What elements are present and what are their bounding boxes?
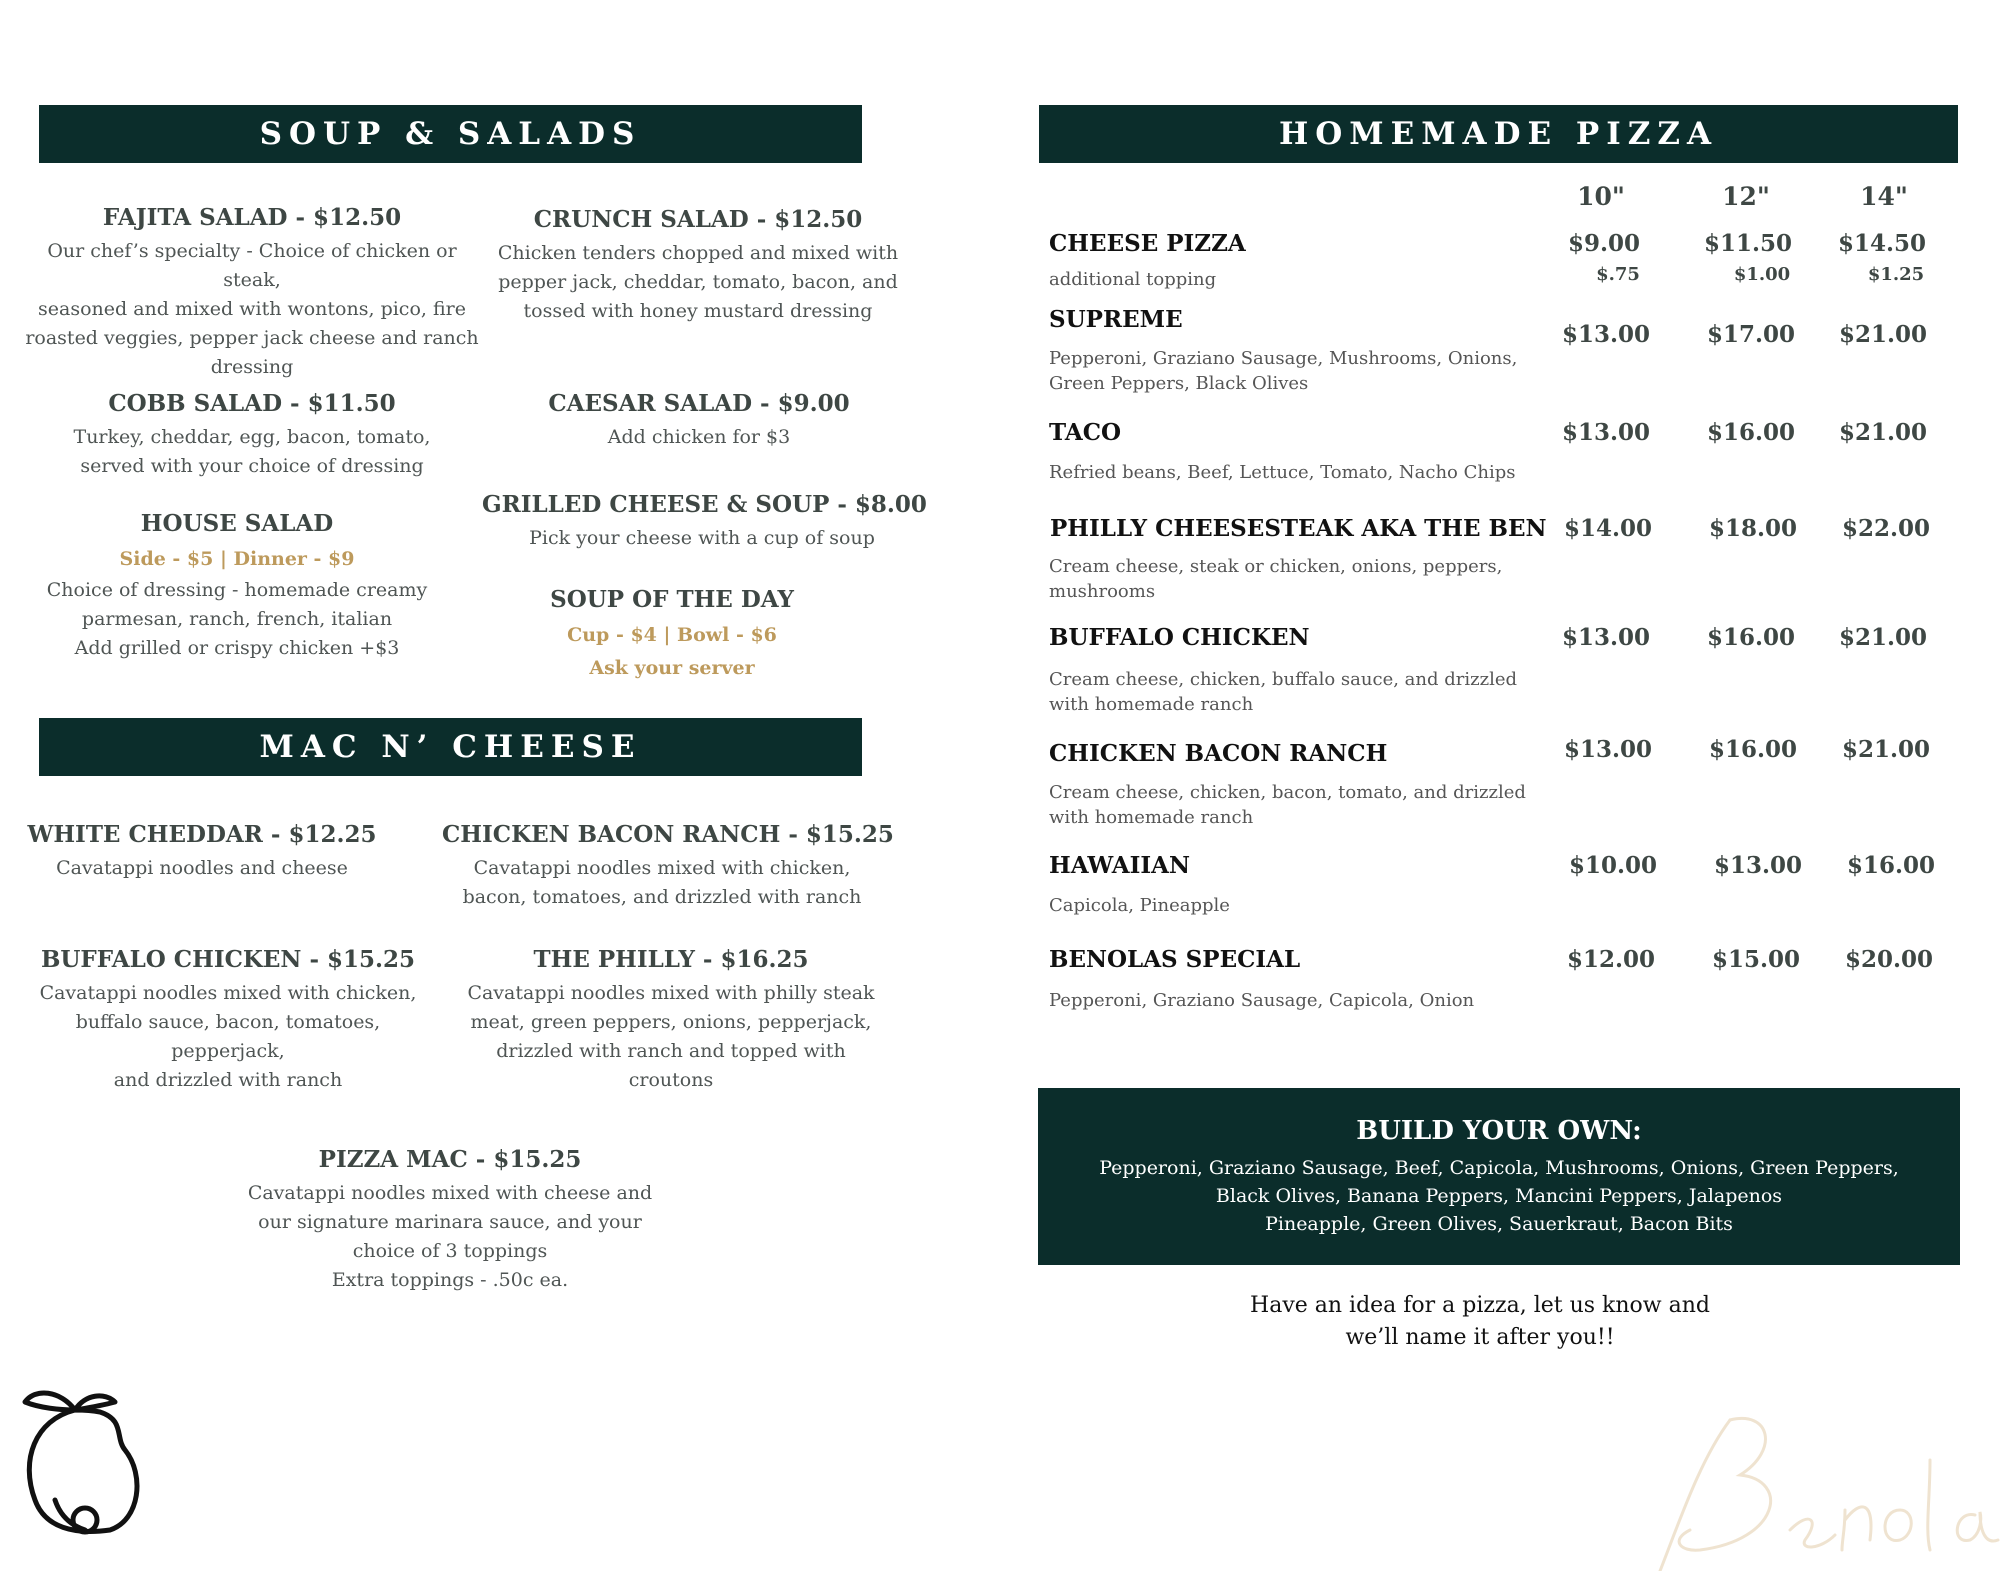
item-title: WHITE CHEDDAR - $12.25 [27,821,377,848]
menu-item-white-cheddar [22,821,382,883]
pizza-desc: Cream cheese, chicken, bacon, tomato, and drizzled with homemade ranch [1049,782,1526,828]
item-title: SOUP OF THE DAY [550,586,794,613]
price-14: $14.50 [1837,230,1927,257]
menu-item-crunch-salad [492,206,904,326]
build-your-own-box [1038,1088,1960,1265]
item-line: buffalo sauce, bacon, tomatoes, pepperjack, [75,1011,381,1062]
pizza-name: PHILLY CHEESESTEAK AKA THE BEN [1050,515,1547,542]
menu-item-soup-of-the-day [472,586,872,685]
price-10: $12.00 [1566,946,1656,973]
price-12: $17.00 [1706,321,1796,348]
price-14: $21.00 [1838,419,1928,446]
item-line: croutons [628,1069,714,1091]
item-line: Pick your cheese with a cup of soup [529,527,875,549]
build-your-own-title: BUILD YOUR OWN: [1356,1116,1642,1146]
item-line: Choice of dressing - homemade creamy [46,579,428,601]
price-10: $13.00 [1561,624,1651,651]
build-your-own-line: Black Olives, Banana Peppers, Mancini Peppers, Jalapenos [1215,1185,1783,1207]
pizza-desc: Cream cheese, chicken, buffalo sauce, and drizzled with homemade ranch [1049,669,1518,715]
item-line: Our chef’s specialty - Choice of chicken or steak, [47,240,457,291]
item-line: served with your choice of dressing [80,455,424,477]
menu-item-buffalo-chicken-mac [18,946,438,1095]
item-line: roasted veggies, pepper jack cheese and ranch [25,327,479,349]
item-line: Chicken tenders chopped and mixed with [497,242,899,264]
item-title: BUFFALO CHICKEN - $15.25 [40,946,416,973]
rabbit-logo-icon [15,1380,145,1540]
item-price-gold: Side - $5 | Dinner - $9 [119,548,355,570]
item-line: Extra toppings - .50c ea. [331,1269,569,1291]
price-14: $22.00 [1841,515,1931,542]
menu-item-chicken-bacon-ranch-mac [442,821,894,912]
price-14: $21.00 [1838,624,1928,651]
price-12: $16.00 [1706,419,1796,446]
pizza-name: HAWAIIAN [1049,852,1191,879]
pizza-name: TACO [1049,419,1122,446]
item-line: bacon, tomatoes, and drizzled with ranch [462,886,862,908]
item-line: choice of 3 toppings [352,1240,548,1262]
price-12: $18.00 [1708,515,1798,542]
pizza-name: BENOLAS SPECIAL [1049,946,1301,973]
item-title: PIZZA MAC - $15.25 [318,1146,582,1173]
item-line: Turkey, cheddar, egg, bacon, tomato, [73,426,431,448]
pizza-name: CHEESE PIZZA [1049,230,1246,257]
benola-signature-watermark [1630,1400,2000,1571]
size-header-14: 14" [1860,182,1908,211]
size-header-12: 12" [1722,182,1770,211]
price-10: $10.00 [1568,852,1658,879]
build-your-own-line: Pepperoni, Graziano Sausage, Beef, Capicola, Mushrooms, Onions, Green Peppers, [1099,1157,1899,1179]
idea-line: we’ll name it after you!! [1345,1325,1615,1350]
menu-item-cobb-salad [52,390,452,481]
price-14: $20.00 [1844,946,1934,973]
soup-salads-banner: SOUP & SALADS [39,105,862,163]
item-line: Cavatappi noodles and cheese [56,857,348,879]
menu-item-grilled-cheese-soup [482,491,927,553]
pizza-desc: additional topping [1049,269,1217,290]
price-12: $16.00 [1708,736,1798,763]
extra-topping-price-12: $1.00 [1733,264,1791,285]
item-line: our signature marinara sauce, and your [258,1211,642,1233]
item-line: parmesan, ranch, french, italian [81,608,393,630]
price-12: $16.00 [1706,624,1796,651]
price-12: $13.00 [1713,852,1803,879]
idea-line: Have an idea for a pizza, let us know and [1250,1293,1710,1318]
item-title: HOUSE SALAD [140,510,334,537]
menu-item-the-philly-mac [461,946,881,1095]
item-price-gold: Cup - $4 | Bowl - $6 [567,624,777,646]
item-line: Cavatappi noodles mixed with philly steak [467,982,875,1004]
item-line: pepper jack, cheddar, tomato, bacon, and [498,271,898,293]
item-title: THE PHILLY - $16.25 [533,946,809,973]
pizza-idea-note [1180,1290,1780,1354]
build-your-own-line: Pineapple, Green Olives, Sauerkraut, Bacon Bits [1265,1213,1733,1235]
pizza-name: SUPREME [1049,306,1183,333]
price-10: $9.00 [1567,230,1641,257]
item-line: Add chicken for $3 [607,426,791,448]
item-line: meat, green peppers, onions, pepperjack, [470,1011,872,1033]
price-12: $15.00 [1711,946,1801,973]
pizza-desc: Cream cheese, steak or chicken, onions, peppers, mushrooms [1049,556,1503,602]
item-line: seasoned and mixed with wontons, pico, fire [38,298,466,320]
pizza-desc: Pepperoni, Graziano Sausage, Mushrooms, Onions, Green Peppers, Black Olives [1049,348,1518,394]
price-10: $13.00 [1563,736,1653,763]
pizza-desc: Pepperoni, Graziano Sausage, Capicola, Onion [1049,990,1475,1011]
size-header-10: 10" [1577,182,1625,211]
item-line: Cavatappi noodles mixed with chicken, [473,857,851,879]
item-line: Cavatappi noodles mixed with cheese and [247,1182,653,1204]
item-title: CRUNCH SALAD - $12.50 [533,206,863,233]
item-line: Cavatappi noodles mixed with chicken, [39,982,417,1004]
price-10: $13.00 [1561,419,1651,446]
price-12: $11.50 [1703,230,1793,257]
pizza-desc: Capicola, Pineapple [1049,895,1230,916]
extra-topping-price-14: $1.25 [1867,264,1925,285]
extra-topping-price-10: $.75 [1596,264,1640,285]
pizza-name: BUFFALO CHICKEN [1049,624,1310,651]
menu-item-fajita-salad [22,204,482,382]
pizza-desc: Refried beans, Beef, Lettuce, Tomato, Nacho Chips [1049,462,1516,483]
price-14: $21.00 [1841,736,1931,763]
price-10: $14.00 [1563,515,1653,542]
item-title: CHICKEN BACON RANCH - $15.25 [442,821,894,848]
menu-item-pizza-mac [240,1146,660,1295]
homemade-pizza-banner: HOMEMADE PIZZA [1039,105,1958,163]
item-line: Add grilled or crispy chicken +$3 [74,637,400,659]
item-note-gold: Ask your server [589,657,755,679]
pizza-name: CHICKEN BACON RANCH [1049,740,1388,767]
price-14: $16.00 [1846,852,1936,879]
item-title: CAESAR SALAD - $9.00 [548,390,850,417]
item-title: FAJITA SALAD - $12.50 [102,204,402,231]
item-line: tossed with honey mustard dressing [523,300,873,322]
price-14: $21.00 [1838,321,1928,348]
menu-item-caesar-salad [499,390,899,452]
item-line: and drizzled with ranch [113,1069,343,1091]
mac-n-cheese-banner: MAC N’ CHEESE [39,718,862,776]
item-line: drizzled with ranch and topped with [496,1040,846,1062]
item-line: dressing [210,356,294,378]
item-title: COBB SALAD - $11.50 [108,390,396,417]
menu-item-house-salad [37,510,437,663]
price-10: $13.00 [1561,321,1651,348]
item-title: GRILLED CHEESE & SOUP - $8.00 [482,491,927,518]
